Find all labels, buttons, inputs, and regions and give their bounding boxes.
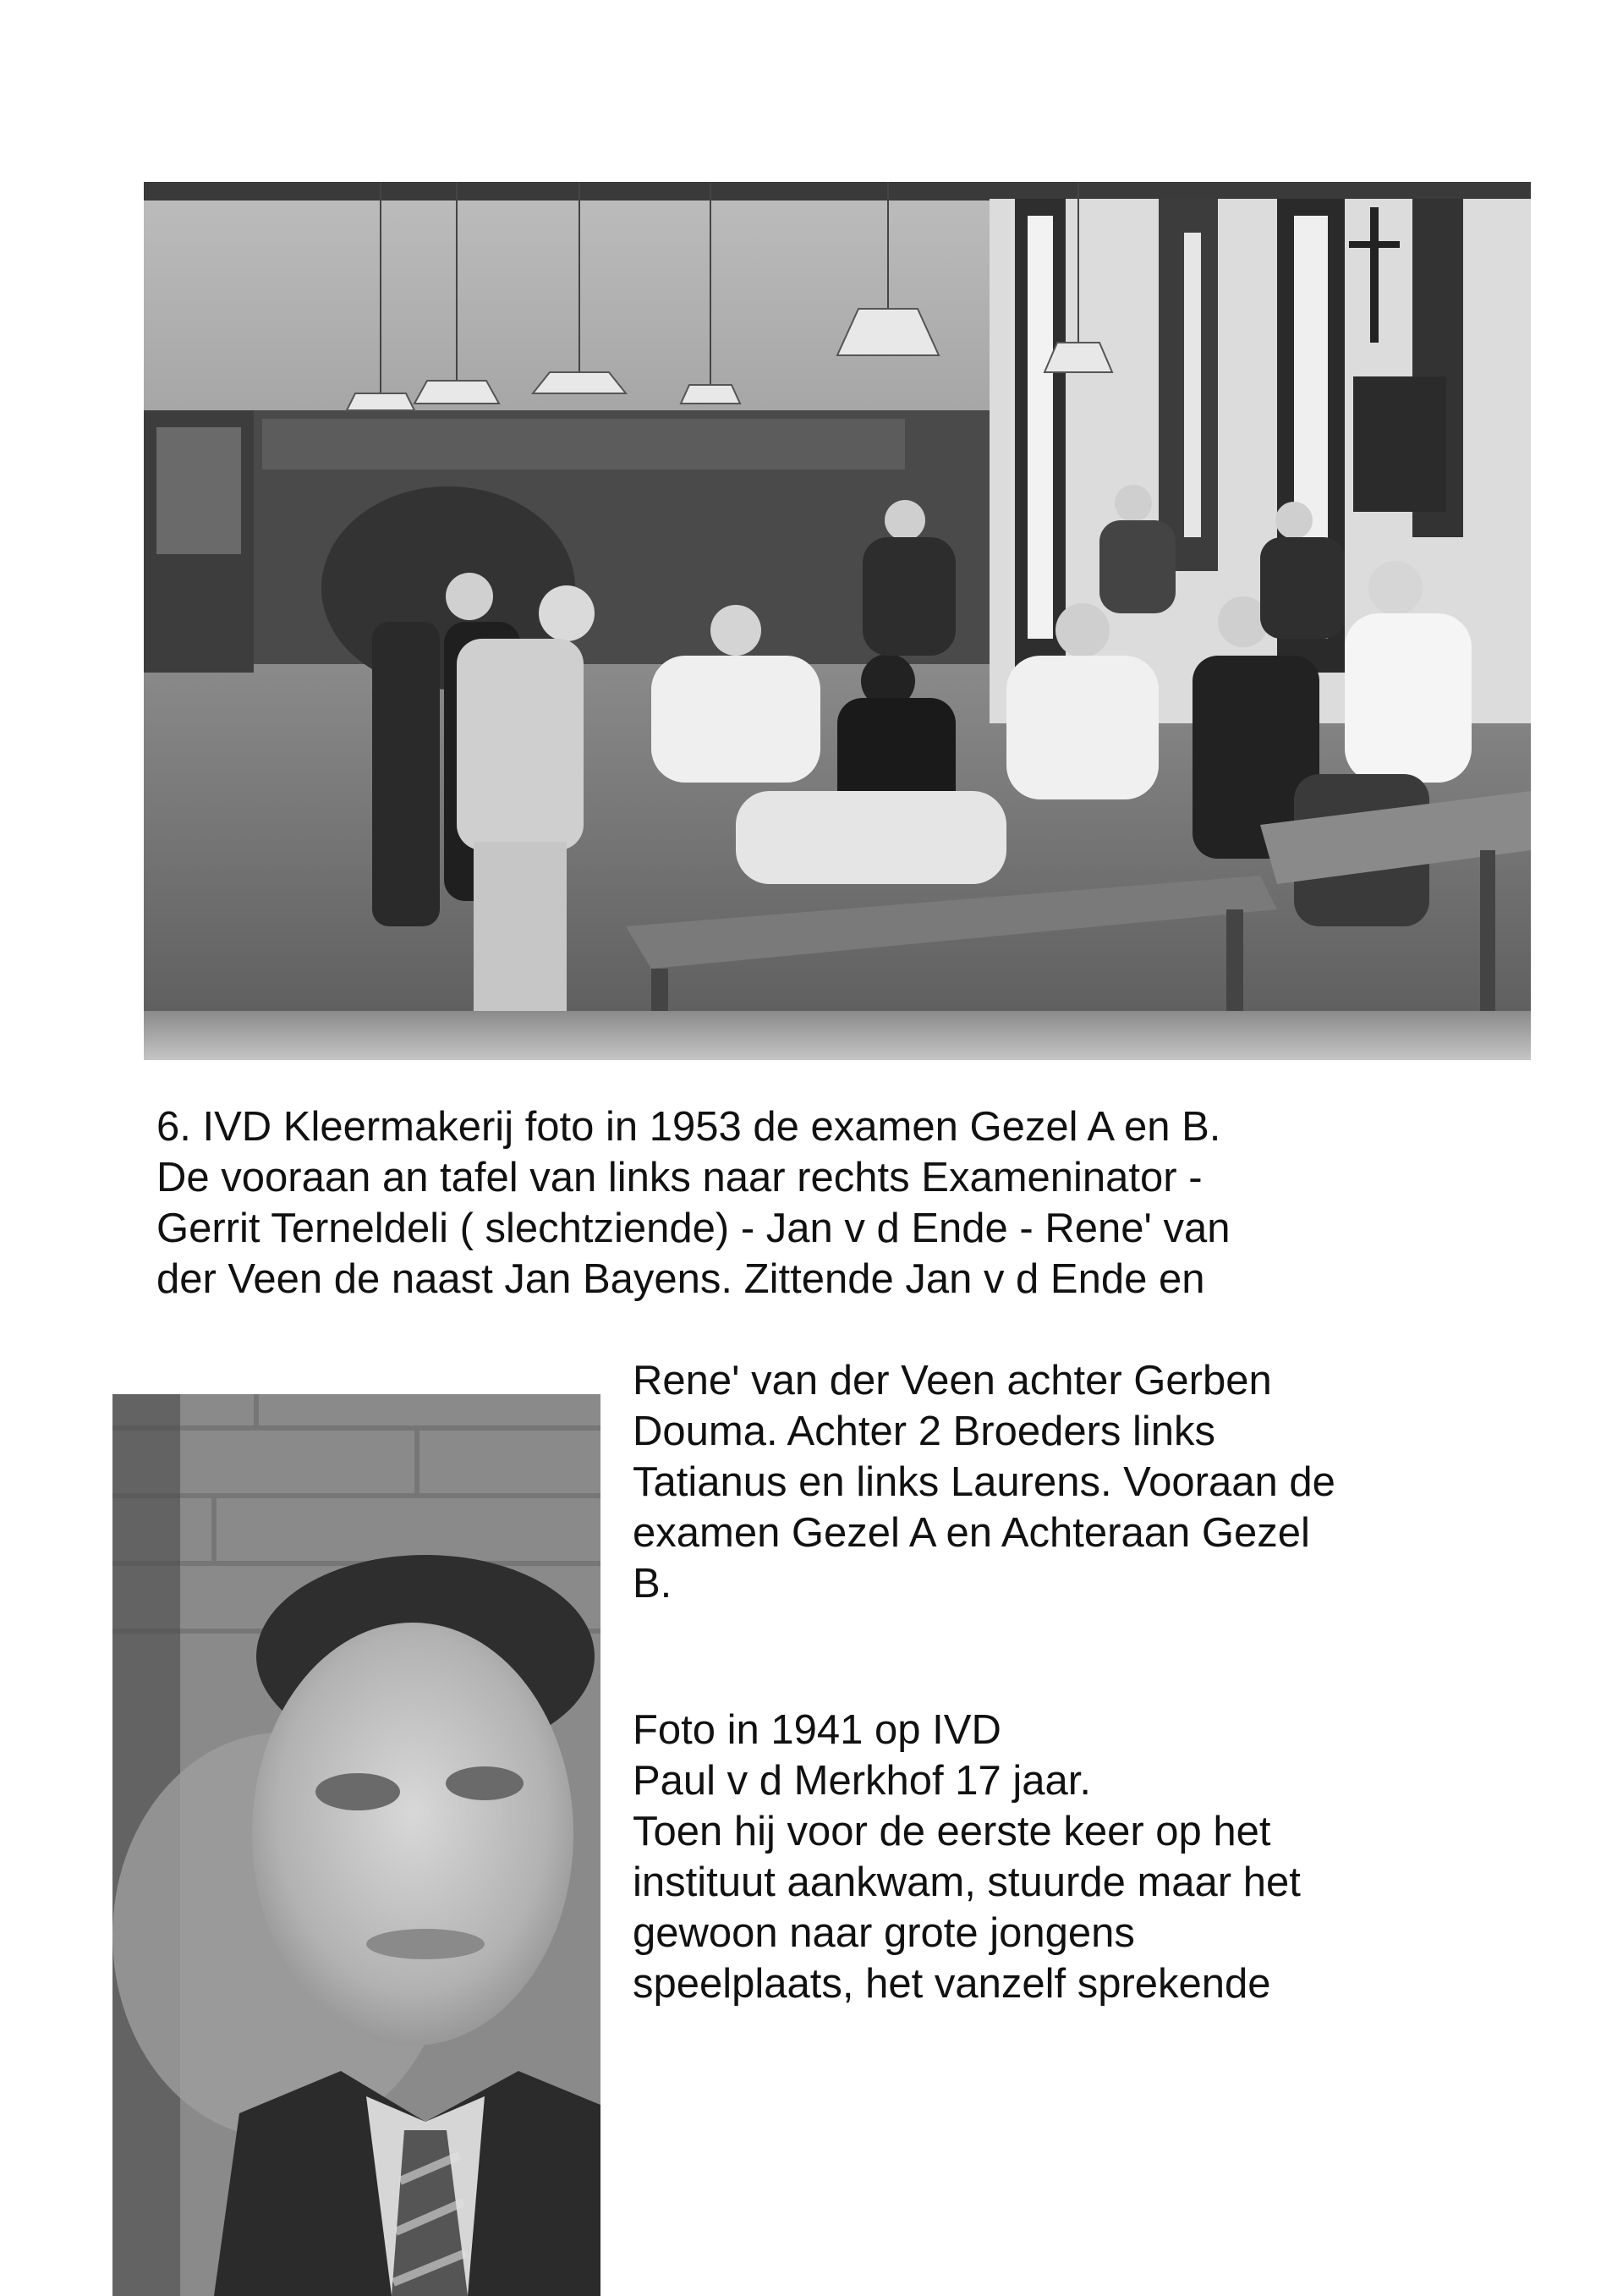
caption-main-line: 6. IVD Kleermakerij foto in 1953 de examen Gezel A en B. <box>156 1104 1221 1150</box>
caption-portrait-line: speelplaats, het vanzelf sprekende <box>633 1961 1271 2007</box>
caption-portrait-line: Paul v d Merkhof 17 jaar. <box>633 1758 1092 1804</box>
caption-continued-line: Tatianus en links Laurens. Vooraan de <box>633 1459 1335 1505</box>
caption-main-line: Gerrit Terneldeli ( slechtziende) - Jan v d Ende - Rene' van <box>156 1206 1231 1251</box>
caption-main-line: der Veen de naast Jan Bayens. Zittende Jan v d Ende en <box>156 1256 1205 1302</box>
caption-continued <box>633 1355 1335 1609</box>
caption-portrait <box>633 1705 1301 2009</box>
caption-portrait-line: Foto in 1941 op IVD <box>633 1707 1001 1753</box>
caption-portrait-line: instituut aankwam, stuurde maar het <box>633 1859 1301 1905</box>
caption-portrait-line: gewoon naar grote jongens <box>633 1910 1135 1956</box>
caption-main <box>156 1101 1230 1305</box>
caption-main-line: De vooraan an tafel van links naar rechts Exameninator - <box>156 1155 1203 1200</box>
workshop-photo <box>144 182 1531 1060</box>
portrait-photo-icon <box>112 1394 600 2296</box>
caption-continued-line: Rene' van der Veen achter Gerben <box>633 1358 1272 1403</box>
caption-portrait-line: Toen hij voor de eerste keer op het <box>633 1809 1271 1854</box>
workshop-photo-icon <box>144 182 1531 1060</box>
caption-continued-line: Douma. Achter 2 Broeders links <box>633 1409 1216 1454</box>
portrait-photo <box>112 1394 600 2296</box>
caption-continued-line: examen Gezel A en Achteraan Gezel <box>633 1510 1310 1556</box>
caption-continued-line: B. <box>633 1561 672 1607</box>
